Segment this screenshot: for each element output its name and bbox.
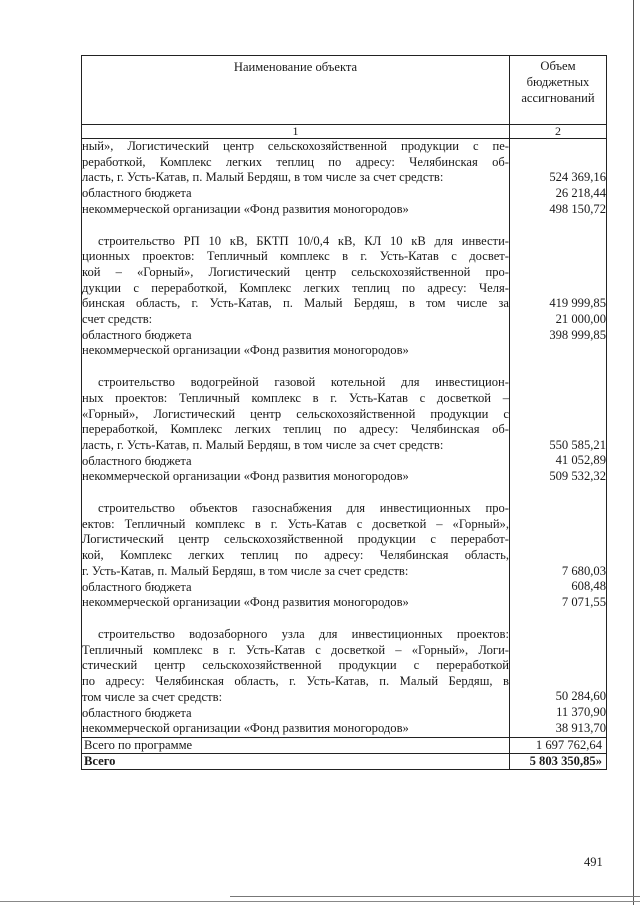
object-block	[82, 139, 509, 218]
description-line: строительство РП 10 кВ, БКТП 10/0,4 кВ, КЛ 10 кВ для инвести-	[98, 233, 509, 248]
budget-value	[510, 422, 606, 438]
budget-value	[510, 674, 606, 690]
value-block	[510, 233, 606, 359]
grand-total-label: Всего	[82, 753, 510, 769]
budget-value	[510, 532, 606, 548]
description-line: бинская область, г. Усть-Катав, п. Малый Бердяш, в том числе за	[82, 296, 509, 311]
budget-value	[510, 265, 606, 281]
budget-value: 21 000,00	[555, 311, 606, 326]
program-total-value: 1 697 762,64	[510, 737, 607, 753]
column-number-row	[82, 125, 607, 139]
description-line: областного бюджета	[82, 327, 192, 342]
budget-value	[510, 627, 606, 643]
scan-edge-line	[633, 0, 634, 905]
header-volume-line: Объем	[540, 59, 576, 73]
budget-value	[510, 516, 606, 532]
scan-bottom-line-2	[230, 896, 640, 897]
description-line: строительство водозаборного узла для инвестиционных проектов:	[98, 626, 509, 641]
description-line: стический центр сельскохозяйственной продукции с переработкой	[82, 658, 509, 673]
description-line: счет средств:	[82, 312, 153, 327]
budget-value	[510, 548, 606, 564]
budget-value	[510, 233, 606, 249]
budget-value: 7 680,03	[561, 563, 606, 578]
grand-total-value: 5 803 350,85»	[510, 753, 607, 769]
column-number-1: 1	[82, 125, 510, 139]
value-block	[510, 627, 606, 737]
budget-value: 41 052,89	[555, 453, 606, 468]
description-line: Тепличный комплекс в г. Усть-Катав с досветкой – «Горный», Логи-	[82, 642, 509, 657]
description-line: некоммерческой организации «Фонд развития моногородов»	[82, 595, 409, 610]
budget-value: 524 369,16	[549, 170, 606, 185]
budget-value	[510, 642, 606, 658]
description-line: ектов: Тепличный комплекс в г. Усть-Катав с досветкой – «Горный»,	[82, 516, 509, 531]
description-line: ласть, г. Усть-Катав, п. Малый Бердяш, в том числе за счет средств:	[82, 437, 444, 452]
description-line: «Горный», Логистический центр сельскохозяйственной продукции с	[82, 406, 509, 421]
object-block	[82, 375, 509, 485]
value-block	[510, 375, 606, 485]
budget-value	[510, 139, 606, 155]
description-line: г. Усть-Катав, п. Малый Бердяш, в том числе за счет средств:	[82, 563, 409, 578]
description-line: строительство объектов газоснабжения для инвестиционных про-	[98, 501, 509, 516]
budget-value: 398 999,85	[549, 327, 606, 342]
description-line: областного бюджета	[82, 705, 192, 720]
table-body-row	[82, 139, 607, 738]
budget-table	[81, 55, 607, 770]
program-total-row	[82, 737, 607, 753]
budget-value	[510, 281, 606, 297]
budget-value	[510, 658, 606, 674]
program-total-label: Всего по программе	[82, 737, 510, 753]
header-volume-line: бюджетных	[526, 75, 590, 89]
description-line: некоммерческой организации «Фонд развития моногородов»	[82, 201, 409, 216]
grand-total-row	[82, 753, 607, 769]
description-line: кой – «Горный», Логистический центр сельскохозяйственной про-	[82, 264, 509, 279]
budget-value: 608,48	[571, 579, 606, 594]
description-line: некоммерческой организации «Фонд развития моногородов»	[82, 343, 409, 358]
object-block	[82, 501, 509, 611]
description-line: реработкой, Комплекс легких теплиц по адресу: Челябинская об-	[82, 154, 509, 169]
budget-value	[510, 391, 606, 407]
budget-value: 11 370,90	[556, 705, 606, 719]
header-object-name: Наименование объекта	[82, 56, 510, 125]
budget-value: 26 218,44	[555, 186, 606, 201]
description-line: ных проектов: Тепличный комплекс в г. Усть-Катав с досветкой –	[82, 390, 509, 405]
description-line: некоммерческой организации «Фонд развития моногородов»	[82, 469, 409, 484]
page-number: 491	[584, 855, 603, 869]
description-line: ласть, г. Усть-Катав, п. Малый Бердяш, в том числе за счет средств:	[82, 170, 444, 185]
description-line: ционных проектов: Тепличный комплекс в г. Усть-Катав с досвет-	[82, 249, 509, 264]
budget-value: 38 913,70	[555, 720, 606, 735]
budget-value	[510, 249, 606, 265]
budget-value: 509 532,32	[549, 469, 606, 484]
description-line: дукции с переработкой, Комплекс легких теплиц по адресу: Челя-	[82, 280, 509, 295]
budget-value: 498 150,72	[549, 201, 606, 216]
budget-value	[510, 501, 606, 517]
budget-value	[510, 406, 606, 422]
description-line: по адресу: Челябинская область, г. Усть-Катав, п. Малый Бердяш, в	[82, 674, 509, 689]
object-descriptions	[82, 139, 510, 738]
object-block	[82, 234, 509, 360]
budget-value: 7 071,55	[561, 594, 606, 609]
budget-value	[510, 343, 606, 359]
object-block	[82, 627, 509, 737]
budget-value: 50 284,60	[555, 689, 606, 704]
description-line: ный», Логистический центр сельскохозяйственной продукции с пе-	[82, 139, 509, 153]
budget-value	[510, 375, 606, 391]
scan-bottom-line	[0, 901, 640, 902]
description-line: том числе за счет средств:	[82, 689, 223, 704]
description-line: областного бюджета	[82, 579, 192, 594]
value-block	[510, 139, 606, 217]
value-block	[510, 501, 606, 611]
budget-value: 419 999,85	[549, 296, 606, 311]
budget-value	[510, 155, 606, 171]
description-line: областного бюджета	[82, 186, 192, 201]
header-volume-line: ассигнований	[521, 91, 595, 105]
description-line: Логистический центр сельскохозяйственной продукции с переработ-	[82, 532, 509, 547]
budget-value: 550 585,21	[549, 437, 606, 452]
header-budget-volume	[510, 56, 607, 125]
description-line: некоммерческой организации «Фонд развития моногородов»	[82, 721, 409, 736]
description-line: областного бюджета	[82, 453, 192, 468]
description-line: кой, Комплекс легких теплиц по адресу: Челябинская область,	[82, 548, 509, 563]
column-number-2: 2	[510, 125, 607, 139]
budget-values	[510, 139, 607, 738]
table-header-row	[82, 56, 607, 125]
description-line: строительство водогрейной газовой котельной для инвестицион-	[98, 375, 509, 390]
description-line: переработкой, Комплекс легких теплиц по адресу: Челябинская об-	[82, 422, 509, 437]
